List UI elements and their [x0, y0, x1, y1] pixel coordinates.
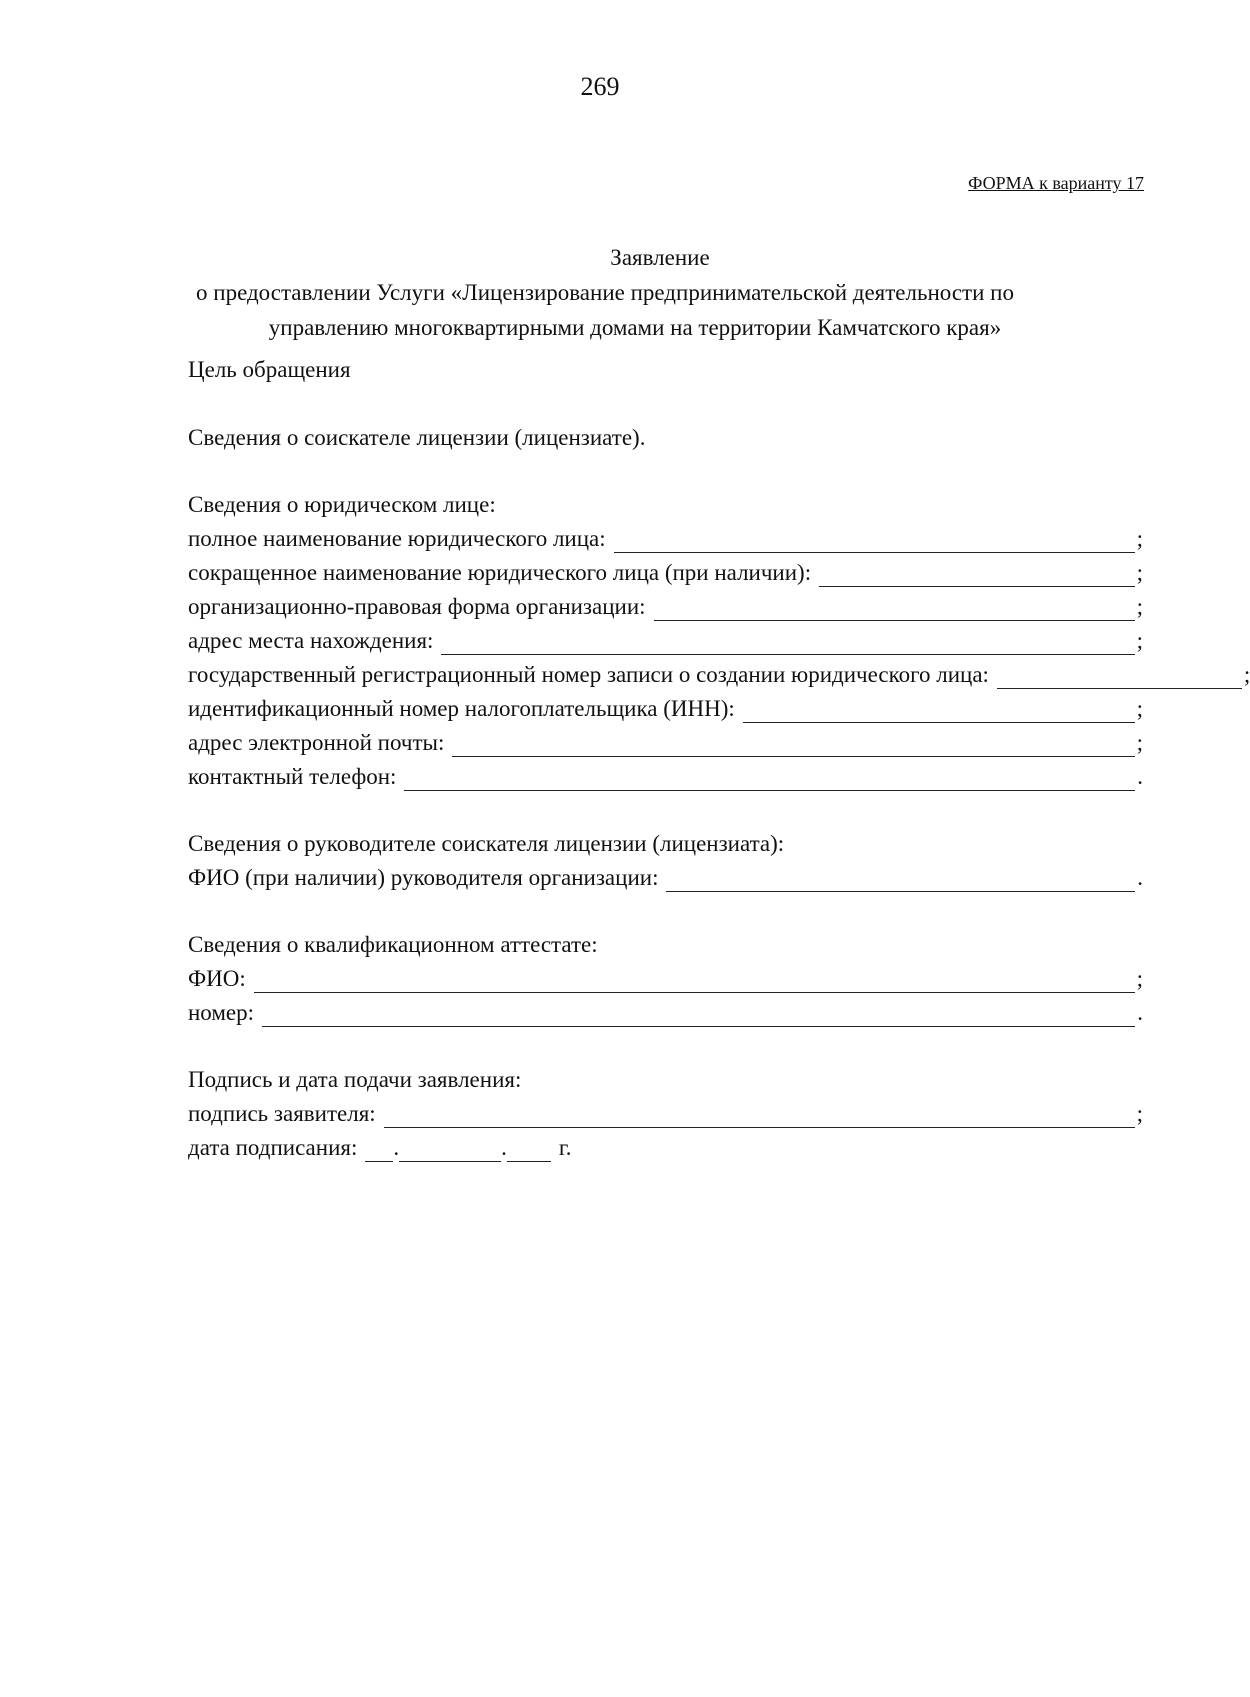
date-separator: .: [501, 1135, 507, 1160]
legal-form-input[interactable]: [654, 598, 1135, 621]
legal-entity-heading: Сведения о юридическом лице:: [188, 492, 496, 517]
field-label: организационно-правовая форма организации:: [188, 594, 646, 619]
document-subtitle-line-2: управлению многоквартирными домами на территории Камчатского края»: [268, 315, 1002, 340]
certificate-name-row: [188, 964, 1143, 994]
date-separator: .: [393, 1135, 400, 1160]
field-label: ФИО (при наличии) руководителя организации:: [188, 865, 659, 890]
field-end-mark: ;: [1136, 730, 1143, 755]
date-day-input[interactable]: [365, 1139, 393, 1162]
certificate-name-input[interactable]: [254, 970, 1135, 993]
signature-input[interactable]: [384, 1105, 1135, 1128]
address-row: [188, 626, 1143, 656]
registration-number-row: [188, 660, 1250, 690]
field-label: контактный телефон:: [188, 764, 397, 789]
purpose-heading: Цель обращения: [188, 357, 351, 382]
field-end-mark: ;: [1136, 1101, 1143, 1126]
field-label: номер:: [188, 1000, 255, 1025]
inn-input[interactable]: [743, 700, 1135, 723]
inn-row: [188, 694, 1143, 724]
certificate-number-input[interactable]: [262, 1004, 1135, 1027]
phone-row: [188, 762, 1143, 792]
field-end-mark: ;: [1136, 696, 1143, 721]
field-end-mark: ;: [1136, 594, 1143, 619]
year-suffix: г.: [558, 1135, 572, 1160]
applicant-heading: Сведения о соискателе лицензии (лицензиате).: [188, 425, 646, 450]
field-end-mark: ;: [1243, 662, 1250, 687]
full-name-input[interactable]: [614, 530, 1135, 553]
field-label: идентификационный номер налогоплательщика (ИНН):: [188, 696, 735, 721]
field-end-mark: .: [1137, 1000, 1143, 1025]
field-label: сокращенное наименование юридического лица (при наличии):: [188, 560, 812, 585]
email-row: [188, 728, 1143, 758]
page-number: 269: [580, 72, 620, 101]
field-end-mark: .: [1137, 764, 1143, 789]
date-month-input[interactable]: [399, 1139, 501, 1162]
date-year-input[interactable]: [507, 1139, 551, 1162]
certificate-heading: Сведения о квалификационном аттестате:: [188, 932, 598, 957]
certificate-number-row: [188, 998, 1143, 1028]
signature-row: [188, 1099, 1143, 1129]
full-name-row: [188, 524, 1143, 554]
field-label: адрес места нахождения:: [188, 628, 434, 653]
signing-date-row: [188, 1133, 571, 1163]
email-input[interactable]: [452, 734, 1134, 757]
field-label: полное наименование юридического лица:: [188, 526, 606, 551]
form-reference: ФОРМА к варианту 17: [968, 173, 1144, 193]
head-name-input[interactable]: [666, 869, 1135, 892]
field-label: адрес электронной почты:: [188, 730, 445, 755]
phone-input[interactable]: [404, 768, 1135, 791]
registration-number-input[interactable]: [997, 666, 1242, 689]
short-name-input[interactable]: [819, 564, 1135, 587]
head-name-row: [188, 863, 1143, 893]
field-end-mark: ;: [1136, 526, 1143, 551]
signing-date-label: дата подписания:: [188, 1135, 358, 1160]
short-name-row: [188, 558, 1143, 588]
field-end-mark: .: [1137, 865, 1143, 890]
field-label: ФИО:: [188, 966, 246, 991]
field-end-mark: ;: [1136, 628, 1143, 653]
document-subtitle-line-1: о предоставлении Услуги «Лицензирование предпринимательской деятельности по: [196, 280, 1014, 305]
head-heading: Сведения о руководителе соискателя лицензии (лицензиата):: [188, 831, 785, 856]
address-input[interactable]: [441, 632, 1134, 655]
signature-heading: Подпись и дата подачи заявления:: [188, 1067, 522, 1092]
field-end-mark: ;: [1136, 966, 1143, 991]
field-label: государственный регистрационный номер записи о создании юридического лица:: [188, 662, 989, 687]
field-label: подпись заявителя:: [188, 1101, 376, 1126]
document-title: Заявление: [610, 245, 710, 270]
legal-form-row: [188, 592, 1143, 622]
field-end-mark: ;: [1136, 560, 1143, 585]
